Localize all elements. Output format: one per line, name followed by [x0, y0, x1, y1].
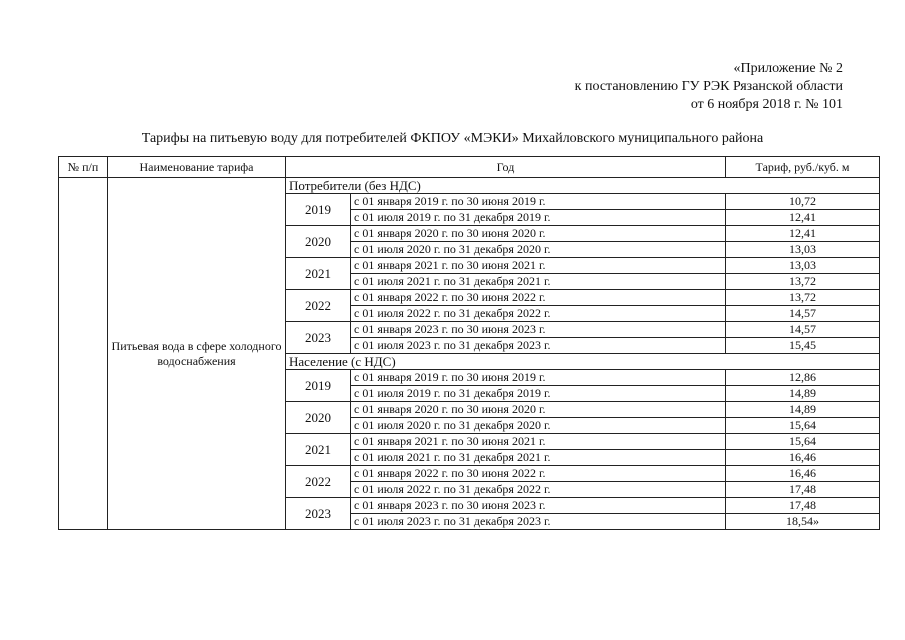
year-cell: 2020	[286, 226, 351, 258]
header-number: № п/п	[59, 157, 108, 178]
tariff-value-cell: 14,57	[726, 322, 880, 338]
period-cell: с 01 января 2022 г. по 30 июня 2022 г.	[351, 466, 726, 482]
period-cell: с 01 июля 2020 г. по 31 декабря 2020 г.	[351, 418, 726, 434]
header-tariff-name: Наименование тарифа	[108, 157, 286, 178]
tariff-value-cell: 12,41	[726, 226, 880, 242]
year-cell: 2020	[286, 402, 351, 434]
tariff-table	[58, 156, 880, 530]
year-cell: 2022	[286, 290, 351, 322]
tariff-value-cell: 14,89	[726, 386, 880, 402]
period-cell: с 01 июля 2020 г. по 31 декабря 2020 г.	[351, 242, 726, 258]
period-cell: с 01 января 2022 г. по 30 июня 2022 г.	[351, 290, 726, 306]
period-cell: с 01 января 2019 г. по 30 июня 2019 г.	[351, 370, 726, 386]
tariff-value-cell: 17,48	[726, 498, 880, 514]
tariff-value-cell: 15,64	[726, 418, 880, 434]
period-cell: с 01 июля 2023 г. по 31 декабря 2023 г.	[351, 338, 726, 354]
tariff-value-cell: 15,45	[726, 338, 880, 354]
appendix-label: «Приложение № 2	[733, 61, 843, 76]
tariff-value-cell: 14,89	[726, 402, 880, 418]
tariff-table-body	[59, 157, 880, 530]
tariff-value-cell: 18,54»	[726, 514, 880, 530]
period-cell: с 01 июля 2022 г. по 31 декабря 2022 г.	[351, 482, 726, 498]
group-row	[59, 178, 880, 194]
period-cell: с 01 января 2019 г. по 30 июня 2019 г.	[351, 194, 726, 210]
tariff-value-cell: 14,57	[726, 306, 880, 322]
period-cell: с 01 января 2020 г. по 30 июня 2020 г.	[351, 226, 726, 242]
header-year: Год	[286, 157, 726, 178]
period-cell: с 01 января 2021 г. по 30 июня 2021 г.	[351, 258, 726, 274]
tariff-value-cell: 12,41	[726, 210, 880, 226]
tariff-value-cell: 10,72	[726, 194, 880, 210]
period-cell: с 01 июля 2019 г. по 31 декабря 2019 г.	[351, 210, 726, 226]
row-number-cell	[59, 178, 108, 530]
tariff-value-cell: 12,86	[726, 370, 880, 386]
year-cell: 2022	[286, 466, 351, 498]
year-cell: 2019	[286, 370, 351, 402]
tariff-value-cell: 13,72	[726, 274, 880, 290]
year-cell: 2021	[286, 258, 351, 290]
group-label: Потребители (без НДС)	[286, 178, 880, 194]
tariff-value-cell: 16,46	[726, 466, 880, 482]
period-cell: с 01 января 2021 г. по 30 июня 2021 г.	[351, 434, 726, 450]
tariff-value-cell: 13,03	[726, 242, 880, 258]
resolution-reference: к постановлению ГУ РЭК Рязанской области	[574, 79, 843, 94]
tariff-name-cell: Питьевая вода в сфере холодного водоснабжения	[108, 178, 286, 530]
period-cell: с 01 июля 2019 г. по 31 декабря 2019 г.	[351, 386, 726, 402]
tariff-value-cell: 17,48	[726, 482, 880, 498]
tariff-value-cell: 13,72	[726, 290, 880, 306]
tariff-value-cell: 13,03	[726, 258, 880, 274]
period-cell: с 01 января 2023 г. по 30 июня 2023 г.	[351, 322, 726, 338]
header-tariff-value: Тариф, руб./куб. м	[726, 157, 880, 178]
period-cell: с 01 января 2023 г. по 30 июня 2023 г.	[351, 498, 726, 514]
document-title: Тарифы на питьевую воду для потребителей ФКПОУ «МЭКИ» Михайловского муниципального района	[141, 131, 764, 146]
period-cell: с 01 июля 2023 г. по 31 декабря 2023 г.	[351, 514, 726, 530]
group-label: Население (с НДС)	[286, 354, 880, 370]
year-cell: 2023	[286, 322, 351, 354]
tariff-value-cell: 15,64	[726, 434, 880, 450]
tariff-value-cell: 16,46	[726, 450, 880, 466]
period-cell: с 01 июля 2022 г. по 31 декабря 2022 г.	[351, 306, 726, 322]
year-cell: 2019	[286, 194, 351, 226]
year-cell: 2023	[286, 498, 351, 530]
period-cell: с 01 июля 2021 г. по 31 декабря 2021 г.	[351, 450, 726, 466]
year-cell: 2021	[286, 434, 351, 466]
table-header-row	[59, 157, 880, 178]
period-cell: с 01 января 2020 г. по 30 июня 2020 г.	[351, 402, 726, 418]
period-cell: с 01 июля 2021 г. по 31 декабря 2021 г.	[351, 274, 726, 290]
resolution-date: от 6 ноября 2018 г. № 101	[690, 97, 843, 112]
